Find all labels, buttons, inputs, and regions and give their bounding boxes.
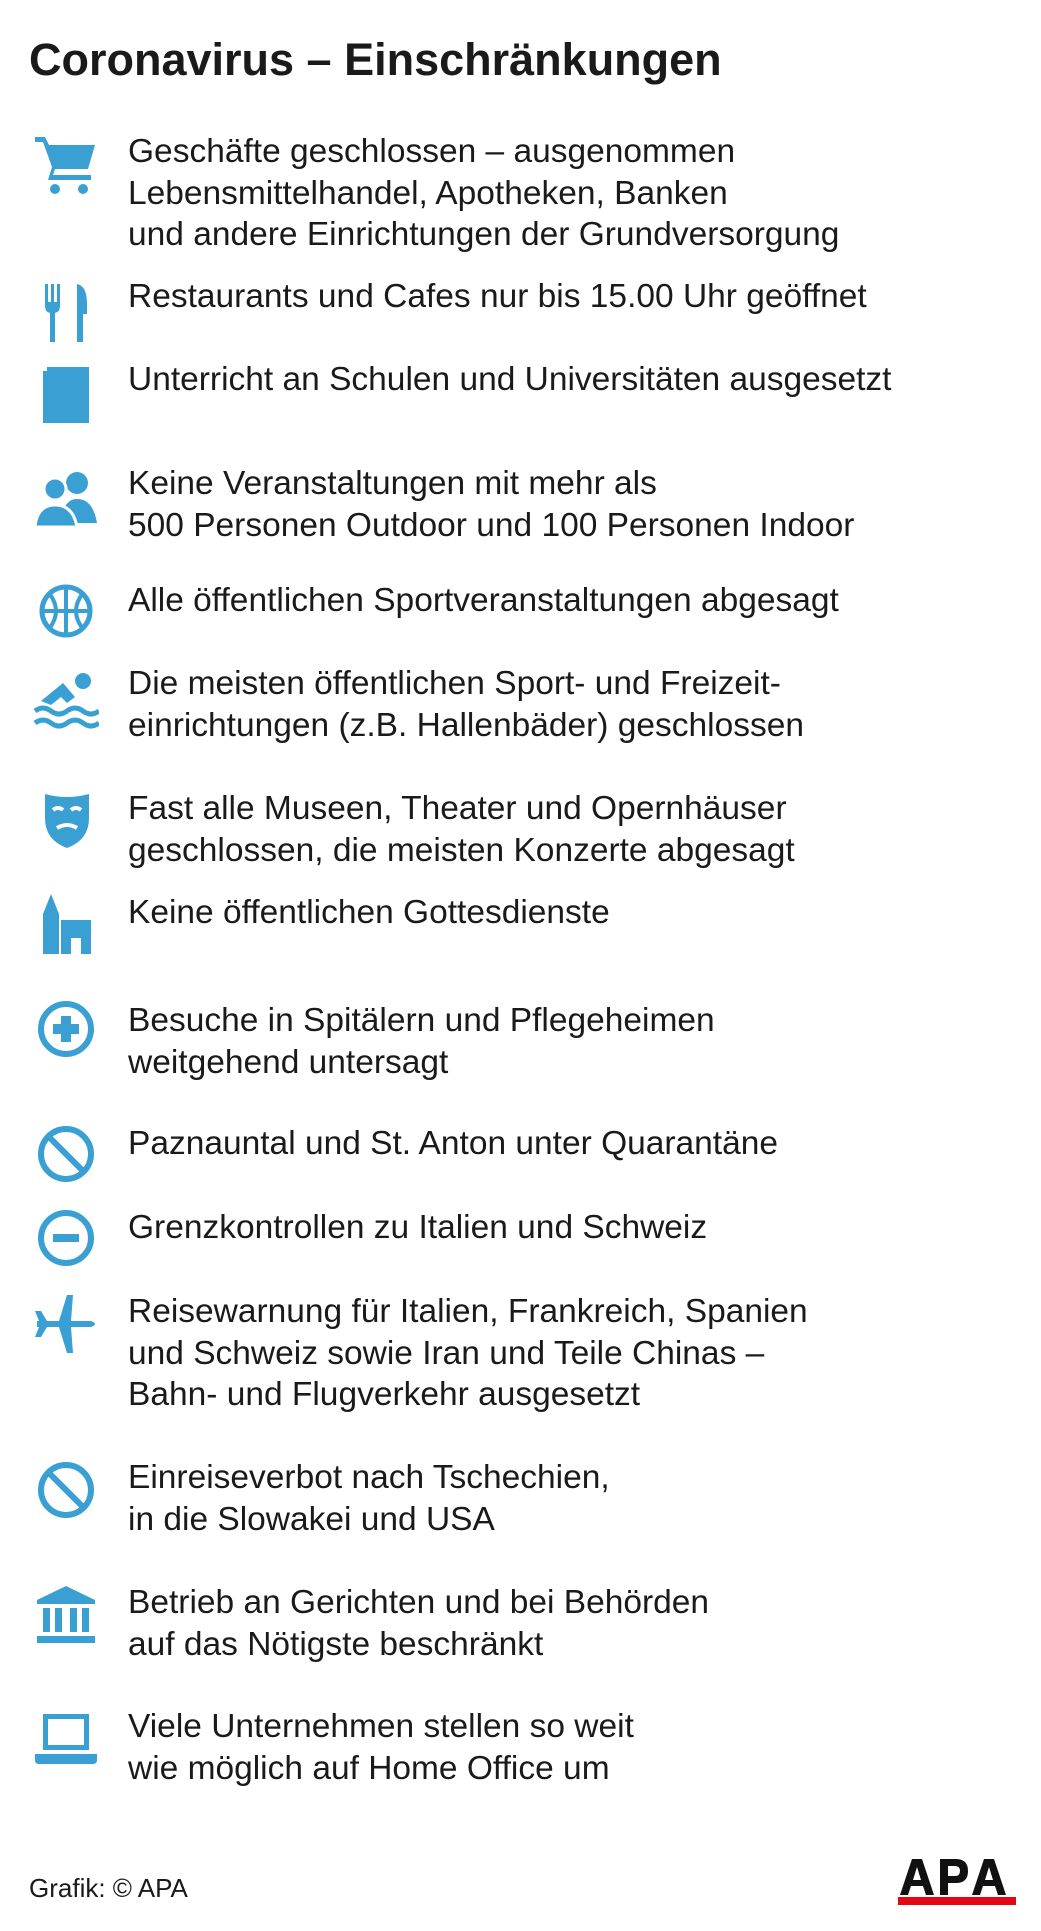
item-text: Fast alle Museen, Theater und Opernhäuser geschlossen, die meisten Konzerte abgesagt	[128, 790, 795, 869]
item-text: Die meisten öffentlichen Sport- und Freizeit- einrichtungen (z.B. Hallenbäder) geschlossen	[128, 665, 804, 744]
church-icon	[33, 890, 99, 956]
basketball-icon	[33, 578, 99, 644]
item-text: Keine Veranstaltungen mit mehr als 500 Personen Outdoor und 100 Personen Indoor	[128, 465, 855, 544]
item-text: Reisewarnung für Italien, Frankreich, Spanien und Schweiz sowie Iran und Teile Chinas – Bahn- und Flugverkehr ausgesetzt	[128, 1293, 808, 1413]
item-text: Betrieb an Gerichten und bei Behörden auf das Nötigste beschränkt	[128, 1584, 710, 1663]
item-text: Besuche in Spitälern und Pflegeheimen weitgehend untersagt	[128, 1002, 715, 1081]
airplane-icon	[33, 1291, 99, 1357]
minus-circle-icon	[33, 1205, 99, 1271]
credit-label: Grafik: © APA	[29, 1873, 188, 1903]
item-text: Restaurants und Cafes nur bis 15.00 Uhr geöffnet	[128, 278, 867, 315]
prohibited-icon	[33, 1457, 99, 1523]
item-text: Alle öffentlichen Sportveranstaltungen abgesagt	[128, 582, 839, 619]
item-text: Grenzkontrollen zu Italien und Schweiz	[128, 1209, 708, 1246]
item-text: Paznauntal und St. Anton unter Quarantäne	[128, 1125, 779, 1162]
laptop-icon	[33, 1706, 99, 1772]
book-icon	[33, 363, 99, 429]
item-text: Unterricht an Schulen und Universitäten ausgesetzt	[128, 361, 892, 398]
item-text: Viele Unternehmen stellen so weit wie möglich auf Home Office um	[128, 1708, 634, 1787]
medical-cross-icon	[33, 996, 99, 1062]
item-text: Keine öffentlichen Gottesdienste	[128, 894, 610, 931]
prohibited-icon	[33, 1121, 99, 1187]
courthouse-icon	[33, 1582, 99, 1648]
item-text: Geschäfte geschlossen – ausgenommen Lebensmittelhandel, Apotheken, Banken und andere Einrichtungen der Grundversorgung	[128, 133, 840, 253]
shopping-cart-icon	[33, 131, 99, 197]
page-title: Coronavirus – Einschränkungen	[29, 34, 722, 85]
apa-logo	[898, 1853, 1016, 1911]
swimmer-icon	[33, 667, 99, 733]
item-text: Einreiseverbot nach Tschechien, in die Slowakei und USA	[128, 1459, 610, 1538]
theater-mask-icon	[33, 788, 99, 854]
people-icon	[33, 467, 99, 533]
fork-knife-icon	[33, 280, 99, 346]
